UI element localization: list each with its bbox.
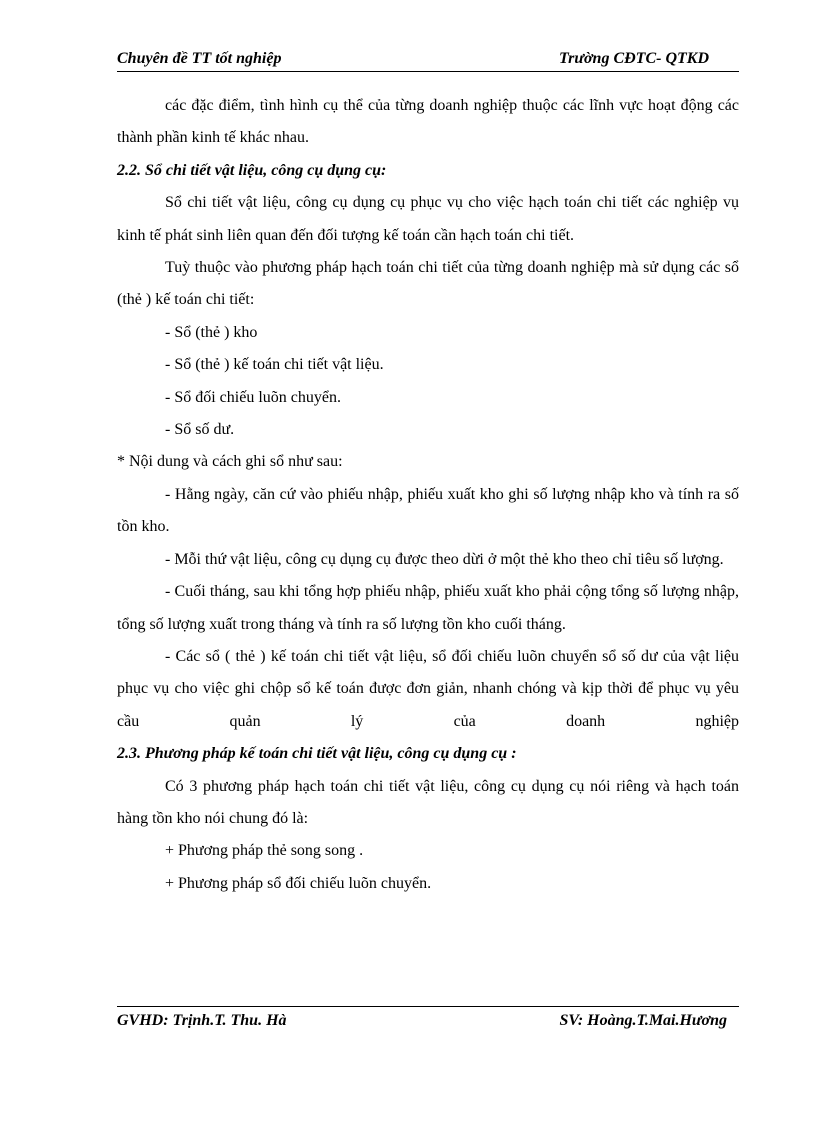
page-body	[117, 90, 739, 900]
footer-student: SV: Hoàng.T.Mai.Hương	[559, 1012, 727, 1029]
footer-supervisor: GVHD: Trịnh.T. Thu. Hà	[117, 1012, 287, 1029]
list-item: - Sổ (thẻ ) kế toán chi tiết vật liệu.	[165, 356, 384, 374]
list-item: - Sổ số dư.	[165, 421, 235, 439]
list-item: + Phương pháp thẻ song song .	[165, 842, 364, 860]
body-paragraph: - Các sổ ( thẻ ) kế toán chi tiết vật liệu, sổ đối chiếu luõn chuyển sổ số dư của vật liệu phục vụ cho việc ghi chộp sổ kế toán được đơn giản, nhanh chóng và kịp thời để phục vụ yêu cầu quản lý của doanh nghiệp	[117, 647, 739, 730]
body-paragraph: - Mỗi thứ vật liệu, công cụ dụng cụ được theo dừi ở một thẻ kho theo chỉ tiêu số lượng.	[165, 550, 724, 568]
body-paragraph: Tuỳ thuộc vào phương pháp hạch toán chi tiết của từng doanh nghiệp mà sử dụng các sổ (thẻ ) kế toán chi tiết:	[117, 259, 739, 309]
body-paragraph: Sổ chi tiết vật liệu, công cụ dụng cụ phục vụ cho việc hạch toán chi tiết các nghiệp vụ kinh tế phát sinh liên quan đến đối tượng kế toán cần hạch toán chi tiết.	[117, 194, 739, 244]
body-paragraph: - Cuối tháng, sau khi tổng hợp phiếu nhập, phiếu xuất kho phải cộng tổng số lượng nhập, tổng số lượng xuất trong tháng và tính ra số lượng tồn kho cuối tháng.	[117, 583, 739, 633]
footer-rule	[117, 1006, 739, 1007]
list-item: - Sổ đối chiếu luõn chuyển.	[165, 388, 341, 406]
header-school-name: Trường CĐTC- QTKD	[558, 50, 709, 67]
section-heading-2-2: 2.2. Sổ chi tiết vật liệu, công cụ dụng cụ:	[117, 161, 387, 179]
list-item: + Phương pháp sổ đối chiếu luõn chuyển.	[165, 874, 432, 892]
section-heading-2-3: 2.3. Phương pháp kế toán chi tiết vật liệu, công cụ dụng cụ :	[117, 745, 517, 763]
header-rule	[117, 71, 739, 72]
body-paragraph: Có 3 phương pháp hạch toán chi tiết vật liệu, công cụ dụng cụ nói riêng và hạch toán hàng tồn kho nói chung đó là:	[117, 777, 739, 827]
body-paragraph: các đặc điểm, tình hình cụ thể của từng doanh nghiệp thuộc các lĩnh vực hoạt động các thành phần kinh tế khác nhau.	[117, 97, 739, 147]
body-paragraph: - Hằng ngày, căn cứ vào phiếu nhập, phiếu xuất kho ghi số lượng nhập kho và tính ra số tồn kho.	[117, 485, 739, 536]
page-footer	[117, 1012, 739, 1036]
header-document-title: Chuyên đề TT tốt nghiệp	[117, 50, 282, 67]
list-item: - Sổ (thẻ ) kho	[165, 323, 258, 341]
body-paragraph: * Nội dung và cách ghi sổ như sau:	[117, 453, 343, 471]
